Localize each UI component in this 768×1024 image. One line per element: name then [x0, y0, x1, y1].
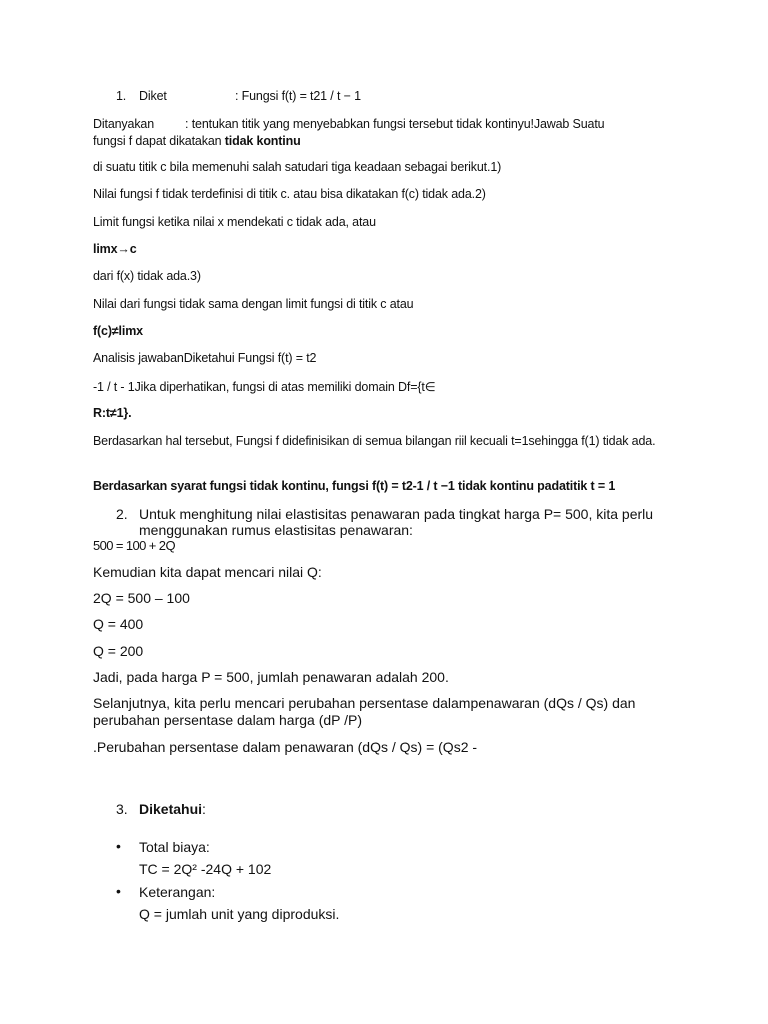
list-item: Keterangan: [139, 884, 216, 900]
ditanyakan-text-2: fungsi f dapat dikatakan [93, 134, 225, 148]
bullet-icon: • [116, 883, 121, 899]
equation: 500 = 100 + 2Q [93, 538, 175, 553]
ditanyakan-bold: tidak kontinu [224, 134, 301, 148]
paragraph: di suatu titik c bila memenuhi salah satudari tiga keadaan sebagai berikut.1) [93, 160, 502, 174]
limit-notation: limx→c [93, 242, 137, 256]
conclusion: Berdasarkan syarat fungsi tidak kontinu, fungsi f(t) = t2-1 / t −1 tidak kontinu padatitik t = 1 [93, 479, 616, 493]
paragraph: 2Q = 500 – 100 [93, 590, 190, 606]
paragraph: -1 / t - 1Jika diperhatikan, fungsi di atas memiliki domain Df={t∈ [93, 380, 436, 394]
list-item-detail: TC = 2Q² -24Q + 102 [139, 861, 272, 877]
list-item: Total biaya: [139, 839, 210, 855]
paragraph: Selanjutnya, kita perlu mencari perubahan persentase dalampenawaran (dQs / Qs) dan perubahan persentase dalam harga (dP /P) [93, 695, 636, 728]
list-item-detail: Q = jumlah unit yang diproduksi. [139, 906, 340, 922]
ditanyakan-label: Ditanyakan [93, 117, 155, 131]
paragraph: .Perubahan persentase dalam penawaran (dQs / Qs) = (Qs2 - [93, 739, 478, 755]
paragraph: Q = 200 [93, 643, 144, 659]
paragraph: Berdasarkan hal tersebut, Fungsi f didefinisikan di semua bilangan riil kecuali t=1sehingga f(1) tidak ada. [93, 434, 656, 448]
paragraph: Nilai fungsi f tidak terdefinisi di titik c. atau bisa dikatakan f(c) tidak ada.2) [93, 187, 486, 201]
paragraph: Q = 400 [93, 616, 144, 632]
paragraph: Nilai dari fungsi tidak sama dengan limit fungsi di titik c atau [93, 297, 414, 311]
section-title-text: Diketahui [139, 801, 203, 817]
bullet-icon: • [116, 838, 121, 854]
list-number: 2. [116, 506, 128, 522]
paragraph: Limit fungsi ketika nilai x mendekati c tidak ada, atau [93, 215, 376, 229]
diket-value: : Fungsi f(t) = t21 / t − 1 [235, 89, 361, 103]
paragraph: Kemudian kita dapat mencari nilai Q: [93, 564, 322, 580]
section-title-suffix: : [202, 801, 206, 817]
inequality-notation: f(c)≠limx [93, 324, 143, 338]
section-title [139, 801, 206, 817]
paragraph: Untuk menghitung nilai elastisitas penawaran pada tingkat harga P= 500, kita perlu menggunakan rumus elastisitas penawaran: [139, 506, 654, 538]
paragraph: Jadi, pada harga P = 500, jumlah penawaran adalah 200. [93, 669, 449, 685]
domain-notation: R:t≠1}. [93, 406, 132, 420]
list-number: 3. [116, 801, 128, 817]
paragraph: dari f(x) tidak ada.3) [93, 269, 201, 283]
list-number: 1. [116, 89, 127, 103]
diket-label: Diket [139, 89, 167, 103]
ditanyakan-text: : tentukan titik yang menyebabkan fungsi tersebut tidak kontinyu!Jawab Suatu [185, 117, 605, 131]
paragraph: Analisis jawabanDiketahui Fungsi f(t) = t2 [93, 351, 317, 365]
ditanyakan-paragraph [93, 116, 673, 150]
